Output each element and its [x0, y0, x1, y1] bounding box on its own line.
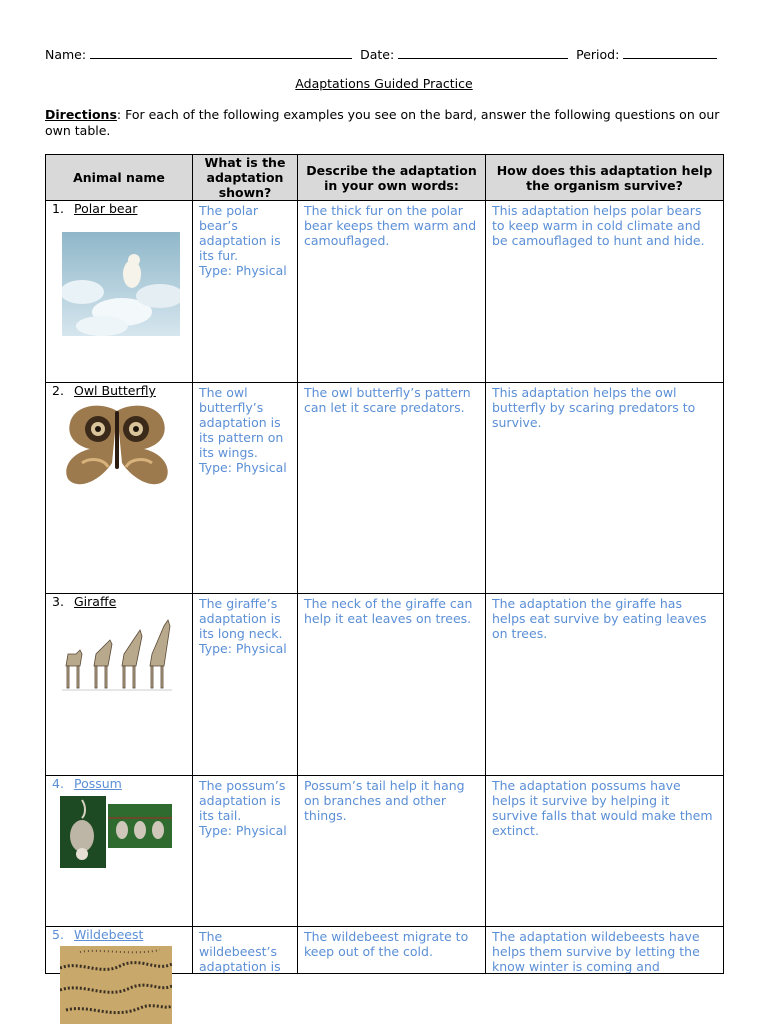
animal-name: Giraffe — [74, 594, 117, 609]
directions-text: : For each of the following examples you see on the bard, answer the following questions on our own table. — [45, 107, 720, 138]
adaptation-shown-text: The possum’s adaptation is its tail. — [199, 778, 286, 823]
adaptation-type: Type: Physical — [199, 823, 287, 838]
adaptation-shown-text: The polar bear’s adaptation is its fur. — [199, 203, 281, 263]
animal-cell: 3. Giraffe — [46, 594, 192, 774]
period-field[interactable] — [623, 46, 717, 59]
header-describe: Describe the adaptation in your own words: — [298, 155, 486, 201]
polar-bear-image — [62, 232, 180, 336]
adaptation-type: Type: Physical — [199, 263, 287, 278]
animal-cell: 4. Possum — [46, 776, 192, 925]
survive-text: This adaptation helps the owl butterfly by scaring predators to survive. — [492, 385, 696, 430]
directions-label: Directions — [45, 107, 117, 122]
name-field[interactable] — [90, 46, 352, 59]
animal-name: Possum — [74, 776, 122, 791]
animal-name: Owl Butterfly — [74, 383, 156, 398]
date-label: Date: — [360, 47, 395, 62]
date-field[interactable] — [398, 46, 568, 59]
animal-cell: 5. Wildebeest — [52, 927, 144, 942]
survive-text: The adaptation wildebeests have helps them survive by letting the know winter is coming and — [492, 929, 700, 973]
period-label: Period: — [576, 47, 620, 62]
animal-name: Polar bear — [74, 201, 138, 216]
describe-text: The neck of the giraffe can help it eat leaves on trees. — [304, 596, 473, 626]
name-label: Name: — [45, 47, 87, 62]
page-title: Adaptations Guided Practice — [295, 76, 473, 91]
header-fields — [45, 46, 717, 62]
header-survive: How does this adaptation help the organism survive? — [486, 155, 724, 201]
header-animal-name: Animal name — [46, 155, 193, 201]
table-row — [46, 776, 724, 927]
table-row — [46, 594, 724, 776]
possum-image — [60, 796, 172, 868]
adaptation-shown-text: The owl butterfly’s adaptation is its pattern on its wings. — [199, 385, 284, 460]
adaptation-type: Type: Physical — [199, 641, 287, 656]
wildebeest-herd-image — [60, 946, 172, 1024]
adaptation-shown-text: The giraffe’s adaptation is its long neck. — [199, 596, 283, 641]
survive-text: The adaptation the giraffe has helps eat survive by eating leaves on trees. — [492, 596, 707, 641]
directions — [45, 107, 725, 139]
describe-text: The wildebeest migrate to keep out of the cold. — [304, 929, 469, 959]
animal-name: Wildebeest — [74, 927, 144, 942]
describe-text: Possum’s tail help it hang on branches and other things. — [304, 778, 465, 823]
animal-cell: 1. Polar bear — [46, 201, 192, 381]
describe-text: The thick fur on the polar bear keeps them warm and camouflaged. — [304, 203, 477, 248]
giraffe-evolution-image — [58, 614, 176, 696]
adaptation-type: Type: Physical — [199, 460, 287, 475]
adaptation-shown-text: The wildebeest’s adaptation is — [199, 929, 281, 973]
adaptations-table — [45, 154, 724, 974]
table-row — [46, 201, 724, 383]
owl-butterfly-image — [60, 401, 174, 487]
table-header-row — [46, 155, 724, 201]
describe-text: The owl butterfly’s pattern can let it scare predators. — [304, 385, 471, 415]
header-adaptation-shown: What is the adaptation shown? — [193, 155, 298, 201]
table-row — [46, 383, 724, 594]
animal-cell: 2. Owl Butterfly — [46, 383, 192, 592]
survive-text: The adaptation possums have helps it survive by helping it survive falls that would make them extinct. — [492, 778, 713, 838]
survive-text: This adaptation helps polar bears to keep warm in cold climate and be camouflaged to hunt and hide. — [492, 203, 705, 248]
